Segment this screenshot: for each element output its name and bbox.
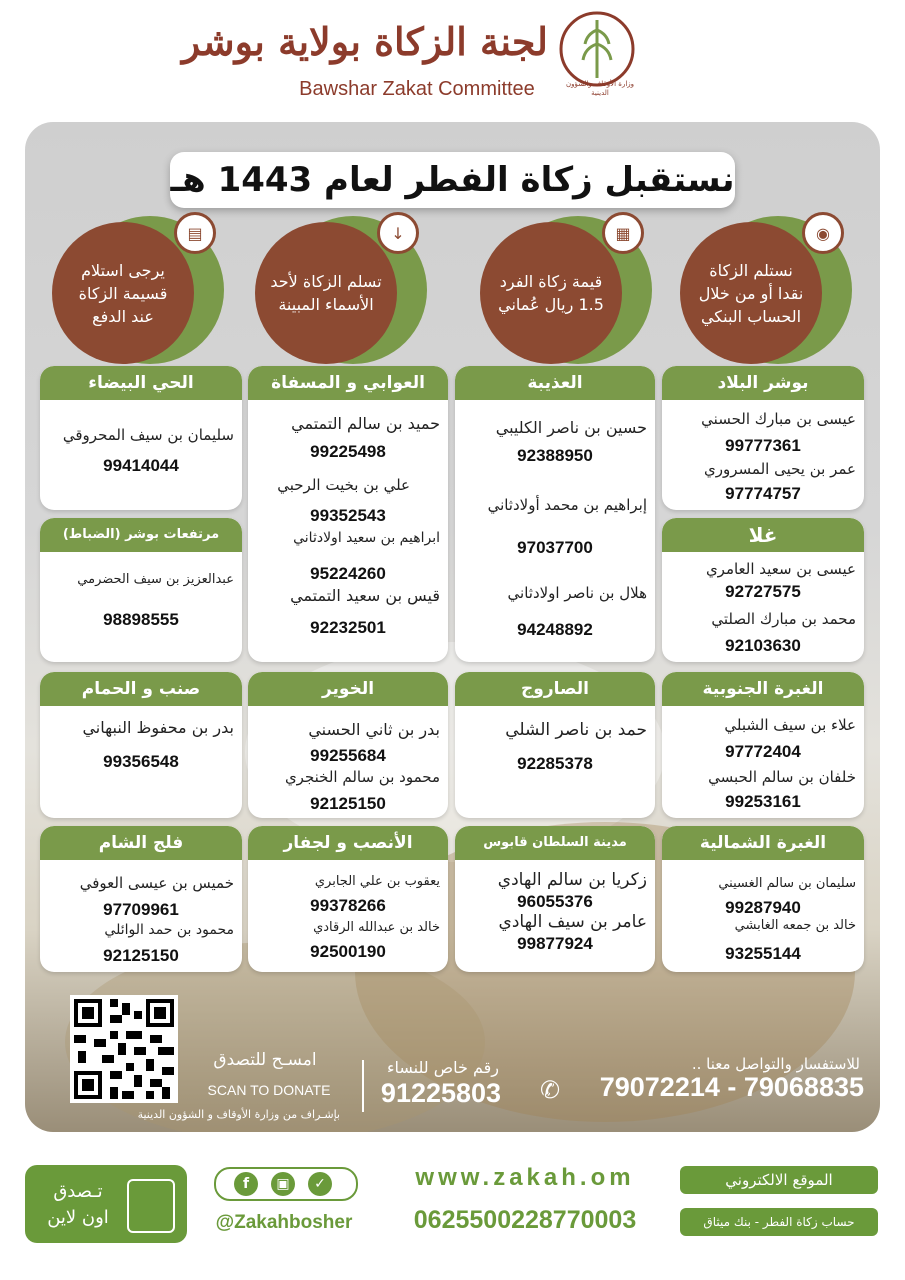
person-name: خميس بن عيسى العوفي [79,874,234,892]
area-title: مرتفعات بوشر (الضباط) [40,518,242,552]
person-name: إبراهيم بن محمد أولادثاني [487,496,647,514]
person-phone[interactable]: 99225498 [310,442,386,461]
qr-code-icon[interactable] [70,995,178,1103]
wheat-emblem-icon [556,8,638,90]
page-title: نستقبل زكاة الفطر لعام 1443 هـ [170,152,735,208]
person-phone[interactable]: 92727575 [725,582,801,601]
area-title: العوابي و المسفاة [248,366,448,400]
women-line-phone[interactable]: 91225803 [380,1078,502,1108]
person-name: قيس بن سعيد التمتمي [290,586,440,605]
ministry-text: وزارة الأوقاف والشؤون الدينية [565,80,635,97]
person-name: هلال بن ناصر اولادثاني [507,584,647,602]
person-phone[interactable]: 97037700 [517,538,593,557]
area-card-ghubra-south [662,672,864,818]
women-line-label: رقم خاص للنساء [387,1058,499,1077]
area-card-bawshar [662,366,864,510]
logo-arabic: لجنة الزكاة بولاية بوشر [181,19,548,64]
bank-account-number: 0625500228770003 [413,1206,637,1234]
person-name: علي بن بخيت الرحبي [277,476,410,494]
area-card-ghala [662,518,864,662]
area-title: بوشر البلاد [662,366,864,400]
person-name: بدر بن محفوظ النبهاني [82,718,234,737]
person-phone[interactable]: 92232501 [310,618,386,637]
person-name: محمد بن مبارك الصلتي [711,610,856,628]
receipt-icon: ▤ [174,212,216,254]
person-name: حميد بن سالم التمتمي [291,414,440,433]
area-title: الغبرة الجنوبية [662,672,864,706]
person-name: محمود بن حمد الوائلي [104,922,234,938]
facebook-icon[interactable]: f [234,1172,258,1196]
website-link[interactable]: www.zakah.om [415,1164,635,1191]
phone-icon: ✆ [540,1076,561,1104]
divider [362,1060,364,1112]
supervision-note: بإشـراف من وزارة الأوقاف و الشؤون الدينية [137,1108,340,1121]
person-phone[interactable]: 99777361 [725,436,801,455]
person-name: عامر بن سيف الهادي [498,912,647,932]
person-phone[interactable]: 95224260 [310,564,386,583]
info-text: قيمة زكاة الفرد 1.5 ريال عُماني [480,222,622,364]
info-text: يرجى استلام قسيمة الزكاة عند الدفع [52,222,194,364]
person-phone[interactable]: 92103630 [725,636,801,655]
area-title: الحي البيضاء [40,366,242,400]
area-title: غلا [662,518,864,552]
inquiry-label: للاستفسار والتواصل معنا .. [691,1055,860,1073]
person-phone[interactable]: 99253161 [725,792,801,811]
person-phone[interactable]: 92388950 [517,446,593,465]
area-card-khuwair [248,672,448,818]
person-name: خالد بن عبدالله الرقادي [313,920,440,935]
info-circle-receipt [52,216,224,364]
person-name: ابراهيم بن سعيد اولادثاني [293,530,440,546]
website-label: الموقع الالكتروني [680,1166,878,1194]
person-name: خالد بن جمعه الغابشي [734,918,856,933]
person-name: بدر بن ثاني الحسني [308,720,440,739]
person-phone[interactable]: 92125150 [310,794,386,813]
person-phone[interactable]: 93255144 [725,944,801,963]
money-bag-icon: ◉ [802,212,844,254]
area-card-murtafaat [40,518,242,662]
person-phone[interactable]: 92500190 [310,942,386,961]
instagram-icon[interactable]: ▣ [271,1172,295,1196]
area-title: صنب و الحمام [40,672,242,706]
person-phone[interactable]: 99378266 [310,896,386,915]
scan-label-en: SCAN TO DONATE [207,1082,331,1098]
donate-online-label: تـصدق اون لاين [47,1181,109,1228]
person-name: خلفان بن سالم الحبسي [708,768,856,786]
person-phone[interactable]: 99414044 [103,456,179,475]
person-name: سليمان بن سيف المحروقي [62,426,234,444]
bank-account-label: حساب زكاة الفطر - بنك ميثاق [680,1208,878,1236]
person-name: حمد بن ناصر الشلي [505,720,647,740]
area-card-hay-baida [40,366,242,510]
person-name: عيسى بن سعيد العامري [705,560,856,578]
person-phone[interactable]: 99255684 [310,746,386,765]
person-phone[interactable]: 97709961 [103,900,179,919]
area-title: مدينة السلطان قابوس [455,826,655,860]
card-icon [127,1179,175,1233]
person-name: عبدالعزيز بن سيف الحضرمي [77,572,234,587]
area-card-sanab [40,672,242,818]
person-phone[interactable]: 96055376 [517,892,593,911]
person-name: زكريا بن سالم الهادي [497,870,647,890]
person-name: عيسى بن مبارك الحسني [701,410,856,428]
twitter-icon[interactable]: ✓ [308,1172,332,1196]
area-card-sultan-qaboos [455,826,655,972]
person-phone[interactable]: 99352543 [310,506,386,525]
hand-down-icon: ↓ [377,212,419,254]
person-phone[interactable]: 98898555 [103,610,179,629]
person-phone[interactable]: 92125150 [103,946,179,965]
person-name: سليمان بن سالم الغسيني [718,876,856,891]
person-name: حسين بن ناصر الكليبي [495,418,647,437]
person-name: عمر بن يحيى المسروري [704,460,856,478]
social-icons [214,1167,358,1201]
info-text: نستلم الزكاة نقدا أو من خلال الحساب البنكي [680,222,822,364]
person-phone[interactable]: 97774757 [725,484,801,503]
person-name: علاء بن سيف الشبلي [724,716,856,734]
area-title: الغبرة الشمالية [662,826,864,860]
person-phone[interactable]: 94248892 [517,620,593,639]
logo-english: Bawshar Zakat Committee [299,78,535,100]
cash-icon: ▦ [602,212,644,254]
inquiry-phones[interactable]: 79072214 - 79068835 [599,1072,864,1102]
area-card-falaj-sham [40,826,242,972]
area-title: الأنصب و لجفار [248,826,448,860]
scan-label-ar: امسـح للتصدق [213,1050,317,1070]
person-phone[interactable]: 99356548 [103,752,179,771]
person-name: محمود بن سالم الخنجري [284,768,440,786]
info-circle-cash [680,216,852,364]
area-title: فلج الشام [40,826,242,860]
social-handle[interactable]: @Zakahbosher [215,1212,353,1233]
area-card-sarooj [455,672,655,818]
person-phone[interactable]: 97772404 [725,742,801,761]
area-title: العذيبة [455,366,655,400]
person-phone[interactable]: 99877924 [517,934,593,953]
person-name: يعقوب بن علي الجابري [314,874,440,889]
area-card-azaiba [455,366,655,662]
info-text: تسلم الزكاة لأحد الأسماء المبينة [255,222,397,364]
person-phone[interactable]: 92285378 [517,754,593,773]
info-circle-value [480,216,652,364]
area-title: الخوير [248,672,448,706]
donate-online-button[interactable] [25,1165,187,1243]
person-phone[interactable]: 99287940 [725,898,801,917]
info-circle-names [255,216,427,364]
area-card-ansab [248,826,448,972]
area-title: الصاروج [455,672,655,706]
area-card-ghubra-north [662,826,864,972]
area-card-awabi [248,366,448,662]
